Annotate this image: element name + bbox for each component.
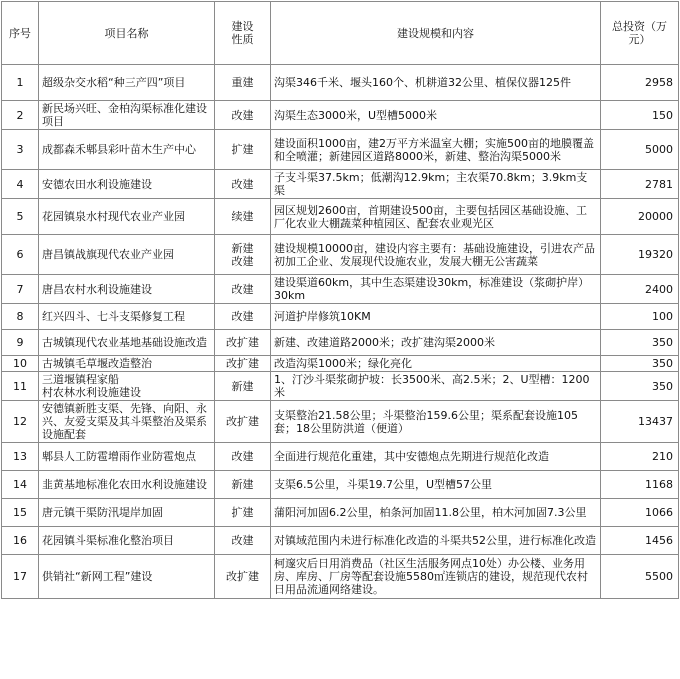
build-type-cell: 续建 xyxy=(215,199,271,235)
table-row xyxy=(2,199,679,235)
build-type-cell: 改建 xyxy=(215,101,271,130)
investment-cell: 1168 xyxy=(601,471,679,499)
build-type-cell: 改建 xyxy=(215,170,271,199)
table-row xyxy=(2,170,679,199)
project-name-cell: 唐元镇干渠防汛堤岸加固 xyxy=(39,499,215,527)
investment-cell: 210 xyxy=(601,443,679,471)
investment-cell: 19320 xyxy=(601,235,679,275)
scope-cell: 河道护岸修筑10KM xyxy=(271,304,601,330)
header-build-type: 建设 性质 xyxy=(215,2,271,65)
scope-cell: 支渠6.5公里，斗渠19.7公里，U型槽57公里 xyxy=(271,471,601,499)
row-index-cell: 10 xyxy=(2,356,39,372)
build-type-cell: 改建 xyxy=(215,275,271,304)
scope-cell: 1、汀沙斗渠浆砌护坡：长3500米、高2.5米；2、U型槽：1200米 xyxy=(271,372,601,401)
table-row xyxy=(2,65,679,101)
row-index-cell: 11 xyxy=(2,372,39,401)
row-index-cell: 16 xyxy=(2,527,39,555)
build-type-cell: 扩建 xyxy=(215,130,271,170)
scope-cell: 柯邃灾后日用消费品（社区生活服务网点10处）办公楼、业务用房、库房、厂房等配套设施5580㎡连锁店的建设，规范现代农村日用品流通网络建设。 xyxy=(271,555,601,599)
investment-cell: 5500 xyxy=(601,555,679,599)
scope-cell: 沟渠生态3000米，U型槽5000米 xyxy=(271,101,601,130)
project-name-cell: 唐昌农村水利设施建设 xyxy=(39,275,215,304)
header-scope: 建设规模和内容 xyxy=(271,2,601,65)
row-index-cell: 2 xyxy=(2,101,39,130)
row-index-cell: 9 xyxy=(2,330,39,356)
scope-cell: 建设面积1000亩，建2万平方米温室大棚；实施500亩的地膜覆盖和全喷灌；新建园区道路8000米，新建、整治沟渠5000米 xyxy=(271,130,601,170)
scope-cell: 建设规模10000亩，建设内容主要有：基础设施建设，引进农产品初加工企业、发展现代设施农业，发展大棚无公害蔬菜 xyxy=(271,235,601,275)
scope-cell: 建设渠道60km，其中生态渠建设30km，标准建设（浆砌护岸）30km xyxy=(271,275,601,304)
build-type-cell: 新建 改建 xyxy=(215,235,271,275)
table-row xyxy=(2,471,679,499)
row-index-cell: 4 xyxy=(2,170,39,199)
scope-cell: 全面进行规范化重建，其中安德炮点先期进行规范化改造 xyxy=(271,443,601,471)
investment-cell: 350 xyxy=(601,356,679,372)
row-index-cell: 5 xyxy=(2,199,39,235)
investment-cell: 20000 xyxy=(601,199,679,235)
investment-cell: 350 xyxy=(601,372,679,401)
table-row xyxy=(2,330,679,356)
project-name-cell: 唐昌镇战旗现代农业产业园 xyxy=(39,235,215,275)
scope-cell: 改造沟渠1000米；绿化亮化 xyxy=(271,356,601,372)
scope-cell: 园区规划2600亩，首期建设500亩，主要包括园区基础设施、工厂化农业大棚蔬菜种植园区、配套农业观光区 xyxy=(271,199,601,235)
build-type-cell: 改扩建 xyxy=(215,401,271,443)
project-name-cell: 古城镇毛草堰改造整治 xyxy=(39,356,215,372)
investment-cell: 150 xyxy=(601,101,679,130)
project-name-cell: 三道堰镇程家船 村农林水利设施建设 xyxy=(39,372,215,401)
project-name-cell: 郫县人工防雹增雨作业防雹炮点 xyxy=(39,443,215,471)
row-index-cell: 17 xyxy=(2,555,39,599)
table-row xyxy=(2,356,679,372)
project-name-cell: 花园镇斗渠标准化整治项目 xyxy=(39,527,215,555)
project-name-cell: 古城镇现代农业基地基础设施改造 xyxy=(39,330,215,356)
project-name-cell: 供销社“新网工程”建设 xyxy=(39,555,215,599)
scope-cell: 对镇域范围内未进行标准化改造的斗渠共52公里，进行标准化改造 xyxy=(271,527,601,555)
table-row xyxy=(2,275,679,304)
header-project-name: 项目名称 xyxy=(39,2,215,65)
row-index-cell: 13 xyxy=(2,443,39,471)
investment-cell: 2781 xyxy=(601,170,679,199)
table-row xyxy=(2,499,679,527)
scope-cell: 支渠整治21.58公里；斗渠整治159.6公里；渠系配套设施105套；18公里防洪道（便道） xyxy=(271,401,601,443)
build-type-cell: 重建 xyxy=(215,65,271,101)
investment-cell: 100 xyxy=(601,304,679,330)
build-type-cell: 新建 xyxy=(215,372,271,401)
table-row xyxy=(2,555,679,599)
project-name-cell: 超级杂交水稻“种三产四”项目 xyxy=(39,65,215,101)
investment-cell: 1066 xyxy=(601,499,679,527)
build-type-cell: 改扩建 xyxy=(215,555,271,599)
project-name-cell: 花园镇泉水村现代农业产业园 xyxy=(39,199,215,235)
project-name-cell: 红兴四斗、七斗支渠修复工程 xyxy=(39,304,215,330)
row-index-cell: 1 xyxy=(2,65,39,101)
investment-cell: 1456 xyxy=(601,527,679,555)
scope-cell: 沟渠346千米、堰头160个、机耕道32公里、植保仪器125件 xyxy=(271,65,601,101)
table-row xyxy=(2,130,679,170)
project-name-cell: 安德镇新胜支渠、先锋、向阳、永兴、友爱支渠及其斗渠整治及渠系设施配套 xyxy=(39,401,215,443)
scope-cell: 子支斗渠37.5km；低潮沟12.9km；主农渠70.8km；3.9km支渠 xyxy=(271,170,601,199)
row-index-cell: 7 xyxy=(2,275,39,304)
header-investment: 总投资（万元） xyxy=(601,2,679,65)
scope-cell: 蒲阳河加固6.2公里，柏条河加固11.8公里，柏木河加固7.3公里 xyxy=(271,499,601,527)
investment-cell: 13437 xyxy=(601,401,679,443)
table-row xyxy=(2,527,679,555)
table-row xyxy=(2,101,679,130)
project-table xyxy=(1,1,679,599)
row-index-cell: 6 xyxy=(2,235,39,275)
build-type-cell: 扩建 xyxy=(215,499,271,527)
row-index-cell: 14 xyxy=(2,471,39,499)
row-index-cell: 12 xyxy=(2,401,39,443)
build-type-cell: 改扩建 xyxy=(215,330,271,356)
build-type-cell: 新建 xyxy=(215,471,271,499)
table-row xyxy=(2,304,679,330)
investment-cell: 2958 xyxy=(601,65,679,101)
table-row xyxy=(2,401,679,443)
row-index-cell: 3 xyxy=(2,130,39,170)
row-index-cell: 8 xyxy=(2,304,39,330)
scope-cell: 新建、改建道路2000米；改扩建沟渠2000米 xyxy=(271,330,601,356)
table-header-row xyxy=(2,2,679,65)
project-name-cell: 韭黄基地标准化农田水利设施建设 xyxy=(39,471,215,499)
build-type-cell: 改建 xyxy=(215,527,271,555)
table-row xyxy=(2,235,679,275)
table-row xyxy=(2,443,679,471)
investment-cell: 2400 xyxy=(601,275,679,304)
row-index-cell: 15 xyxy=(2,499,39,527)
investment-cell: 5000 xyxy=(601,130,679,170)
build-type-cell: 改建 xyxy=(215,304,271,330)
investment-cell: 350 xyxy=(601,330,679,356)
project-name-cell: 新民场兴旺、金柏沟渠标准化建设项目 xyxy=(39,101,215,130)
project-name-cell: 成都森禾郫县彩叶苗木生产中心 xyxy=(39,130,215,170)
project-name-cell: 安德农田水利设施建设 xyxy=(39,170,215,199)
header-index: 序号 xyxy=(2,2,39,65)
build-type-cell: 改扩建 xyxy=(215,356,271,372)
table-body xyxy=(2,65,679,599)
table-row xyxy=(2,372,679,401)
build-type-cell: 改建 xyxy=(215,443,271,471)
